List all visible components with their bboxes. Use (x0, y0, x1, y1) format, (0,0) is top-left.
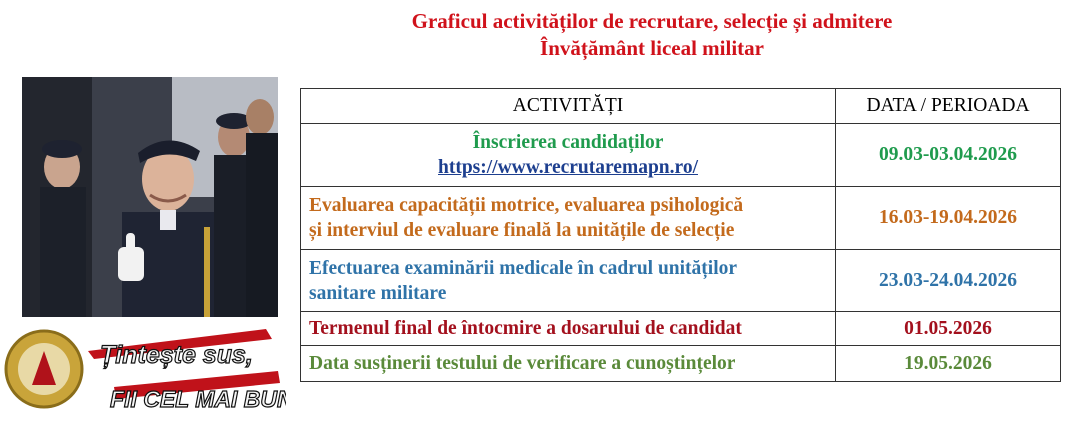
activity-cell: Data susținerii testului de verificare a cunoștințelor (301, 346, 836, 382)
table-row (301, 312, 1061, 346)
table-row (301, 124, 1061, 187)
activity-cell: Termenul final de întocmire a dosarului de candidat (301, 312, 836, 346)
activity-text: Efectuarea examinării medicale în cadrul unităților (309, 257, 738, 279)
table-row (301, 187, 1061, 250)
activity-cell (301, 187, 836, 250)
date-cell: 01.05.2026 (836, 312, 1061, 346)
activity-cell (301, 124, 836, 187)
date-cell: 09.03-03.04.2026 (836, 124, 1061, 187)
table-header-row (301, 89, 1061, 124)
table-row (301, 250, 1061, 312)
activity-text: Înscrierea candidaților (472, 132, 664, 153)
registration-link[interactable]: https://www.recrutaremapn.ro/ (438, 157, 698, 178)
activity-text: sanitare militare (309, 282, 447, 304)
activity-text: Evaluarea capacității motrice, evaluarea psihologică (309, 195, 744, 216)
header-date-period: DATA / PERIOADA (836, 89, 1061, 124)
header-activities: ACTIVITĂȚI (301, 89, 836, 124)
schedule-table (300, 88, 1061, 382)
slogan-line-1: Țintește sus, (100, 341, 253, 369)
date-cell: 16.03-19.04.2026 (836, 187, 1061, 250)
page-title (300, 8, 1004, 62)
activity-cell (301, 250, 836, 312)
title-line-2: Învățământ liceal militar (540, 36, 764, 60)
army-emblem-logo (2, 325, 286, 415)
cadets-photo (22, 77, 278, 317)
date-cell: 19.05.2026 (836, 346, 1061, 382)
logo-banner (2, 325, 286, 415)
slogan-line-2: FII CEL MAI BUN! (110, 386, 286, 412)
cadets-illustration (22, 77, 278, 317)
title-line-1: Graficul activităților de recrutare, selecție și admitere (411, 9, 893, 33)
activity-text: și interviul de evaluare finală la unitățile de selecție (309, 220, 735, 241)
date-cell: 23.03-24.04.2026 (836, 250, 1061, 312)
table-row (301, 346, 1061, 382)
